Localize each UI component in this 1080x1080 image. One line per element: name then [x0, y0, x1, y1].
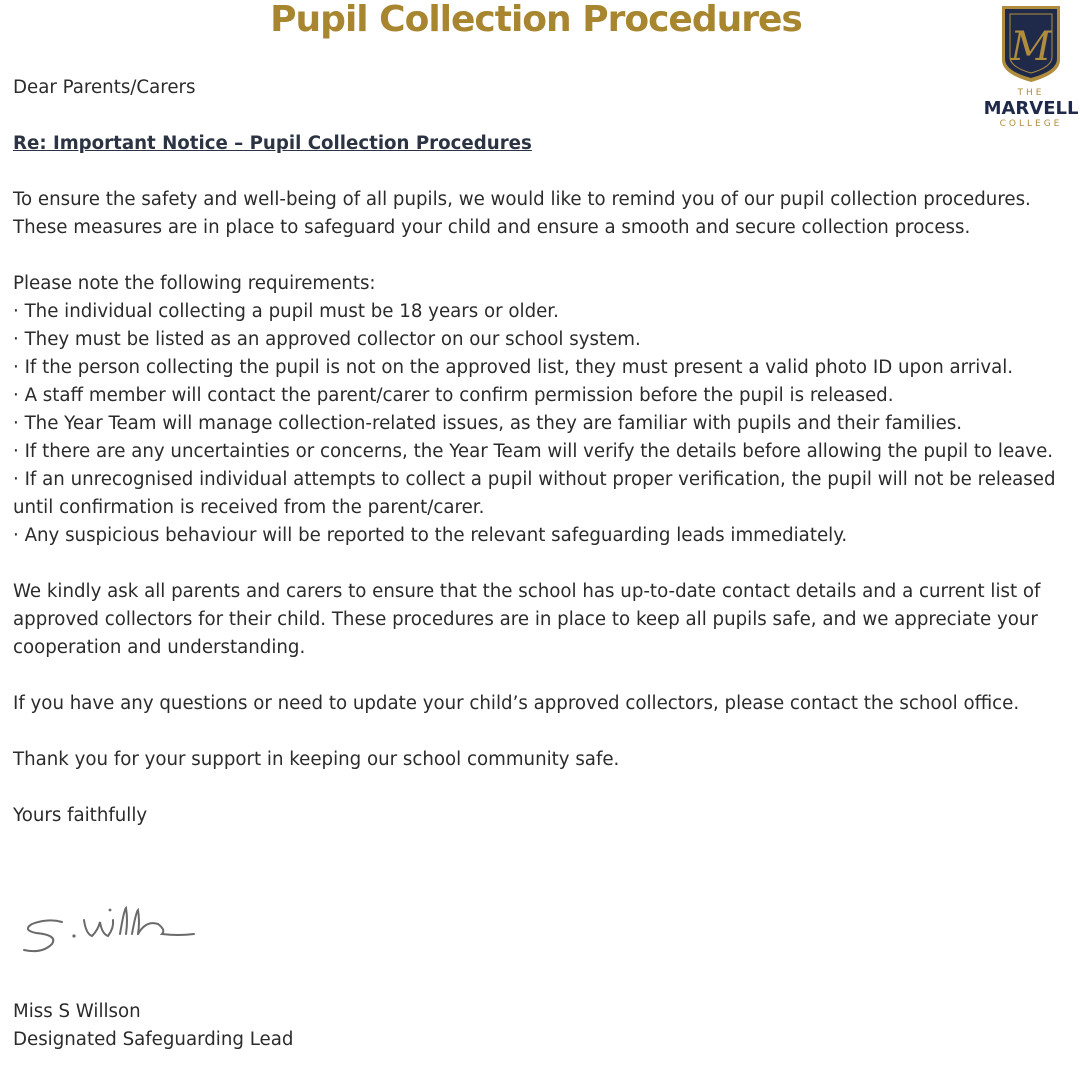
- intro-paragraph: To ensure the safety and well-being of all pupils, we would like to remind you of our pupil collection procedures. These measures are in place to safeguard your child and ensure a smooth and secure collection process.: [13, 189, 1031, 238]
- signatory-name: Miss S Willson: [13, 1001, 141, 1022]
- salutation: Dear Parents/Carers: [13, 77, 196, 98]
- list-item: · A staff member will contact the parent/carer to confirm permission before the pupil is released.: [13, 385, 894, 406]
- signature-block: [13, 998, 293, 1054]
- thanks-paragraph: Thank you for your support in keeping our school community safe.: [13, 749, 620, 770]
- requirements-list: [13, 298, 1077, 550]
- questions-paragraph: If you have any questions or need to update your child’s approved collectors, please contact the school office.: [13, 693, 1020, 714]
- logo-monogram: M: [1010, 24, 1052, 70]
- list-item: · If the person collecting the pupil is not on the approved list, they must present a valid photo ID upon arrival.: [13, 357, 1014, 378]
- list-item: · They must be listed as an approved collector on our school system.: [13, 329, 641, 350]
- handwritten-signature: [18, 900, 198, 970]
- list-item: · Any suspicious behaviour will be reported to the relevant safeguarding leads immediately.: [13, 525, 848, 546]
- page-title: Pupil Collection Procedures: [270, 0, 802, 40]
- letter-body: [13, 74, 1077, 830]
- list-item: · If there are any uncertainties or concerns, the Year Team will verify the details before allowing the pupil to leave.: [13, 441, 1054, 462]
- list-item: · The Year Team will manage collection-related issues, as they are familiar with pupils and their families.: [13, 413, 963, 434]
- signatory-role: Designated Safeguarding Lead: [13, 1029, 294, 1050]
- logo-the: THE: [1017, 88, 1045, 98]
- subject-line: Re: Important Notice – Pupil Collection Procedures: [13, 133, 532, 154]
- logo-name: MARVELL: [983, 98, 1079, 119]
- logo-college: COLLEGE: [999, 119, 1063, 129]
- closing: Yours faithfully: [13, 805, 148, 826]
- list-item: · If an unrecognised individual attempts to collect a pupil without proper verification, the pupil will not be released until confirmation is received from the parent/carer.: [13, 469, 1056, 518]
- request-paragraph: We kindly ask all parents and carers to ensure that the school has up-to-date contact details and a current list of approved collectors for their child. These procedures are in place to keep all pupils safe, and we appreciate your cooperation and understanding.: [13, 581, 1041, 658]
- list-item: · The individual collecting a pupil must be 18 years or older.: [13, 301, 559, 322]
- requirements-heading: Please note the following requirements:: [13, 273, 376, 294]
